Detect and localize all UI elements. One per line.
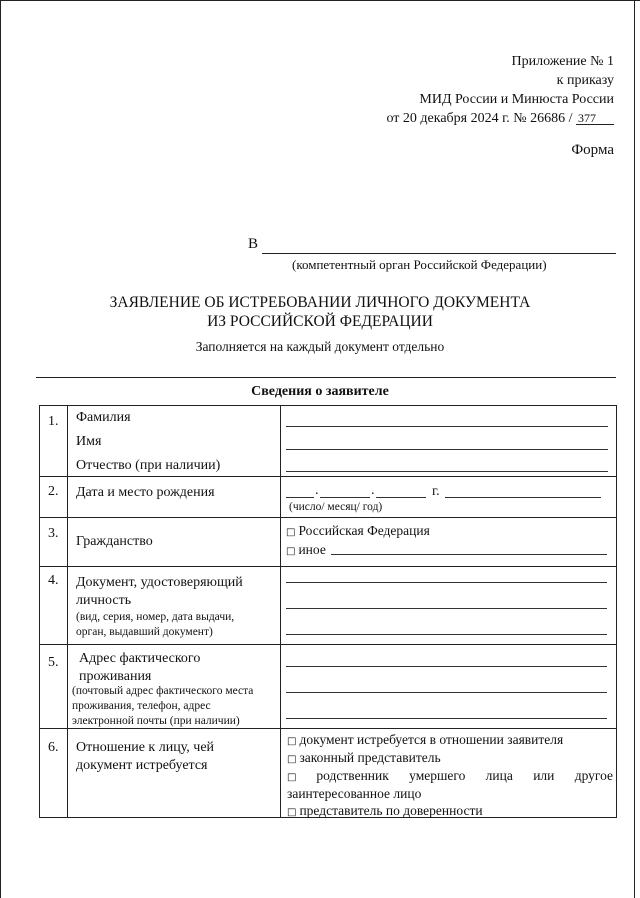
relation-option-relative-cont: заинтересованное лицо <box>287 786 422 801</box>
birth-date-separator-1: . <box>315 483 319 498</box>
citizenship-label: Гражданство <box>76 534 153 549</box>
scan-edge-top <box>0 0 640 1</box>
citizenship-option-russia[interactable]: □ Российская Федерация <box>286 523 430 538</box>
section-title: Сведения о заявителе <box>251 384 389 399</box>
relation-label-1: Отношение к лицу, чей <box>76 740 215 755</box>
citizenship-option-other[interactable]: □ иное <box>286 542 326 557</box>
birth-date-caption: (число/ месяц/ год) <box>289 501 383 513</box>
birth-city-prefix: г. <box>432 484 440 499</box>
row-2-number: 2. <box>48 484 59 499</box>
document-title-line-1: ЗАЯВЛЕНИЕ ОБ ИСТРЕБОВАНИИ ЛИЧНОГО ДОКУМЕНТА <box>109 294 531 311</box>
id-document-note-1: (вид, серия, номер, дата выдачи, <box>76 611 235 623</box>
row-3-number: 3. <box>48 526 59 541</box>
birth-date-separator-2: . <box>371 483 375 498</box>
patronymic-field[interactable] <box>286 471 608 472</box>
scan-edge-left <box>0 0 1 898</box>
checkbox-icon: □ <box>286 527 296 538</box>
appendix-header <box>386 52 614 128</box>
checkbox-icon: □ <box>287 772 314 783</box>
relation-option-legal-rep[interactable]: □ законный представитель <box>287 750 441 765</box>
relation-label-2: документ истребуется <box>76 758 208 773</box>
id-document-label-2: личность <box>76 593 132 608</box>
address-label-2: проживания <box>79 669 152 684</box>
id-document-field-2[interactable] <box>286 608 607 609</box>
checkbox-icon: □ <box>286 546 296 557</box>
applicant-info-table <box>39 405 617 818</box>
name-label: Имя <box>76 434 102 449</box>
order-number-handwritten: 377 <box>576 112 614 125</box>
row-4-number: 4. <box>48 573 59 588</box>
surname-label: Фамилия <box>76 410 131 425</box>
address-note-2: проживания, телефон, адрес <box>72 700 211 712</box>
appendix-line-4 <box>386 109 614 128</box>
scan-edge-right <box>634 0 635 898</box>
address-label-1: Адрес фактического <box>79 651 201 666</box>
birth-place-field[interactable] <box>445 497 601 498</box>
relation-option-proxy[interactable]: □ представитель по доверенности <box>287 803 483 818</box>
id-document-field-3[interactable] <box>286 634 607 635</box>
addressee-prefix: В <box>248 236 259 252</box>
row-5-number: 5. <box>48 655 59 670</box>
patronymic-label: Отчество (при наличии) <box>76 458 221 473</box>
addressee-field[interactable] <box>262 253 616 254</box>
order-date: от 20 декабря 2024 г. № 26686 / <box>386 111 573 126</box>
citizenship-other-field[interactable] <box>331 554 607 555</box>
relation-option-relative[interactable]: □ родственник умершего лица или другое <box>287 768 614 783</box>
appendix-line-3: МИД России и Минюста России <box>419 92 614 107</box>
checkbox-icon: □ <box>287 807 297 818</box>
appendix-line-2: к приказу <box>556 73 614 88</box>
address-field-1[interactable] <box>286 666 607 667</box>
id-document-label-1: Документ, удостоверяющий <box>76 575 243 590</box>
id-document-field-1[interactable] <box>286 582 607 583</box>
birth-label: Дата и место рождения <box>76 485 215 500</box>
document-title-line-2: ИЗ РОССИЙСКОЙ ФЕДЕРАЦИИ <box>207 313 433 330</box>
id-document-note-2: орган, выдавший документ) <box>76 626 213 638</box>
birth-month-field[interactable] <box>320 497 370 498</box>
birth-year-field[interactable] <box>376 497 426 498</box>
form-label: Форма <box>571 142 614 158</box>
name-field[interactable] <box>286 449 608 450</box>
addressee-caption: (компетентный орган Российской Федерации) <box>292 257 547 272</box>
address-field-3[interactable] <box>286 718 607 719</box>
address-note-1: (почтовый адрес фактического места <box>72 685 254 697</box>
checkbox-icon: □ <box>287 754 297 765</box>
row-6-number: 6. <box>48 740 59 755</box>
birth-day-field[interactable] <box>286 497 314 498</box>
checkbox-icon: □ <box>287 736 297 747</box>
document-subtitle: Заполняется на каждый документ отдельно <box>195 339 445 354</box>
relation-option-self[interactable]: □ документ истребуется в отношении заявителя <box>287 732 564 747</box>
appendix-line-1: Приложение № 1 <box>511 54 614 69</box>
address-note-3: электронной почты (при наличии) <box>72 715 240 727</box>
surname-field[interactable] <box>286 426 608 427</box>
address-field-2[interactable] <box>286 692 607 693</box>
row-1-number: 1. <box>48 414 59 429</box>
section-separator <box>36 377 616 378</box>
